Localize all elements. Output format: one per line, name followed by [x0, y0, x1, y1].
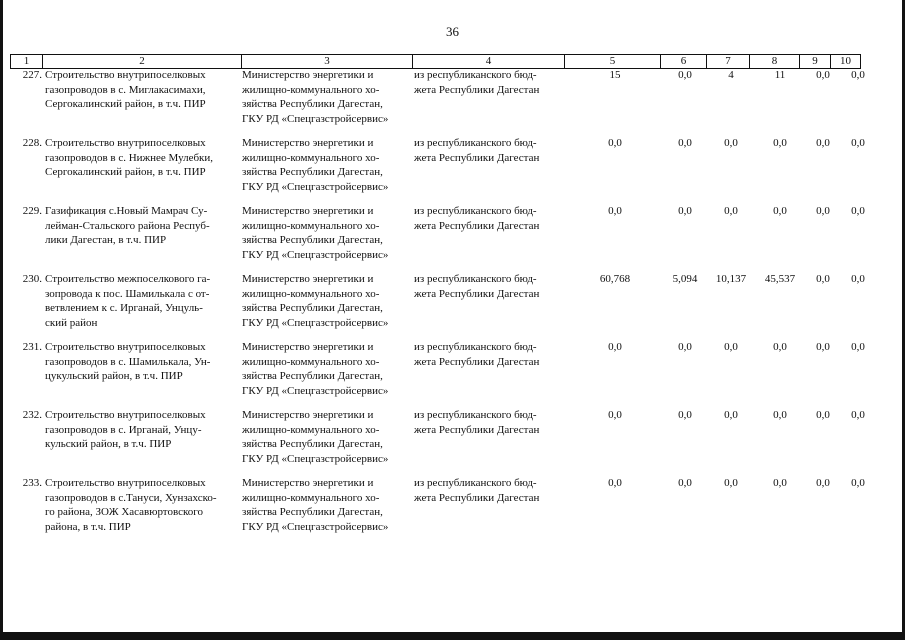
- funding-source: из республиканского бюд- жета Республики Дагестан: [414, 69, 540, 96]
- table-row: [10, 408, 872, 476]
- table-row: [10, 136, 872, 204]
- row-number: 229.: [22, 205, 42, 217]
- column-number: 4: [413, 55, 565, 69]
- table-row: [10, 272, 872, 340]
- project-name: Газификация с.Новый Мамрач Су- лейман-Стальского района Респуб- лики Дагестан, в т.ч. ПИР: [45, 205, 210, 246]
- funding-source: из республиканского бюд- жета Республики Дагестан: [414, 409, 540, 436]
- table-row: [10, 204, 872, 272]
- column-number: 1: [11, 55, 43, 69]
- value-col-9: 0,0: [816, 273, 830, 285]
- value-col-10: 0,0: [851, 477, 865, 489]
- value-col-5: 0,0: [608, 341, 622, 353]
- value-col-7: 0,0: [724, 341, 738, 353]
- table-row: [10, 68, 872, 136]
- value-col-9: 0,0: [816, 137, 830, 149]
- project-name: Строительство внутрипоселковых газопроводов в с. Ирганай, Унцу- кульский район, в т.ч. ПИР: [45, 409, 206, 450]
- executor: Министерство энергетики и жилищно-коммунального хо- зяйства Республики Дагестан, ГКУ РД «Спецгазстройсервис»: [242, 137, 389, 193]
- value-col-10: 0,0: [851, 205, 865, 217]
- row-number: 231.: [22, 341, 42, 353]
- value-col-5: 0,0: [608, 205, 622, 217]
- value-col-7: 0,0: [724, 409, 738, 421]
- value-col-6: 0,0: [678, 205, 692, 217]
- value-col-7: 0,0: [724, 477, 738, 489]
- column-number: 2: [43, 55, 242, 69]
- executor: Министерство энергетики и жилищно-коммунального хо- зяйства Республики Дагестан, ГКУ РД «Спецгазстройсервис»: [242, 409, 389, 465]
- table-row: [10, 340, 872, 408]
- value-col-9: 0,0: [816, 205, 830, 217]
- value-col-10: 0,0: [851, 273, 865, 285]
- value-col-6: 0,0: [678, 341, 692, 353]
- column-number: 10: [831, 55, 861, 69]
- column-number: 3: [242, 55, 413, 69]
- value-col-6: 0,0: [678, 137, 692, 149]
- value-col-5: 0,0: [608, 137, 622, 149]
- project-name: Строительство внутрипоселковых газопроводов в с. Миглакасимахи, Сергокалинский район, в т.ч. ПИР: [45, 69, 206, 110]
- value-col-10: 0,0: [851, 137, 865, 149]
- value-col-6: 0,0: [678, 69, 692, 81]
- row-number: 227.: [22, 69, 42, 81]
- value-col-9: 0,0: [816, 477, 830, 489]
- value-col-8: 0,0: [773, 477, 787, 489]
- value-col-8: 0,0: [773, 341, 787, 353]
- value-col-10: 0,0: [851, 69, 865, 81]
- executor: Министерство энергетики и жилищно-коммунального хо- зяйства Республики Дагестан, ГКУ РД «Спецгазстройсервис»: [242, 341, 389, 397]
- value-col-7: 0,0: [724, 205, 738, 217]
- value-col-8: 11: [774, 69, 786, 81]
- project-name: Строительство внутрипоселковых газопроводов в с. Шамилькала, Ун- цукульский район, в т.ч. ПИР: [45, 341, 211, 382]
- column-number: 7: [707, 55, 750, 69]
- table-row: [10, 476, 872, 544]
- project-name: Строительство межпоселкового га- зопровода к пос. Шамилькала с от- ветвлением к с. Ирганай, Унцуль- ский район: [45, 273, 211, 329]
- row-number: 233.: [22, 477, 42, 489]
- scan-edge-left: [0, 0, 3, 640]
- value-col-8: 0,0: [773, 409, 787, 421]
- value-col-10: 0,0: [851, 341, 865, 353]
- funding-source: из республиканского бюд- жета Республики Дагестан: [414, 341, 540, 368]
- column-number-header: [10, 54, 861, 69]
- column-number: 5: [565, 55, 661, 69]
- value-col-9: 0,0: [816, 409, 830, 421]
- value-col-6: 0,0: [678, 409, 692, 421]
- column-number: 9: [800, 55, 831, 69]
- table-body: [10, 68, 872, 544]
- executor: Министерство энергетики и жилищно-коммунального хо- зяйства Республики Дагестан, ГКУ РД «Спецгазстройсервис»: [242, 205, 389, 261]
- scan-edge-bottom: [0, 632, 905, 640]
- funding-source: из республиканского бюд- жета Республики Дагестан: [414, 273, 540, 300]
- value-col-7: 4: [728, 69, 734, 81]
- value-col-7: 10,137: [715, 273, 747, 285]
- page-number: 36: [446, 24, 459, 39]
- row-number: 232.: [22, 409, 42, 421]
- funding-source: из республиканского бюд- жета Республики Дагестан: [414, 205, 540, 232]
- funding-source: из республиканского бюд- жета Республики Дагестан: [414, 137, 540, 164]
- funding-source: из республиканского бюд- жета Республики Дагестан: [414, 477, 540, 504]
- value-col-5: 0,0: [608, 409, 622, 421]
- value-col-10: 0,0: [851, 409, 865, 421]
- value-col-6: 5,094: [672, 273, 698, 285]
- project-name: Строительство внутрипоселковых газопроводов в с. Нижнее Мулебки, Сергокалинский район, в т.ч. ПИР: [45, 137, 214, 178]
- column-number: 6: [661, 55, 707, 69]
- value-col-8: 45,537: [764, 273, 796, 285]
- value-col-8: 0,0: [773, 137, 787, 149]
- value-col-9: 0,0: [816, 341, 830, 353]
- value-col-5: 15: [609, 69, 621, 81]
- column-number: 8: [750, 55, 800, 69]
- value-col-9: 0,0: [816, 69, 830, 81]
- value-col-8: 0,0: [773, 205, 787, 217]
- executor: Министерство энергетики и жилищно-коммунального хо- зяйства Республики Дагестан, ГКУ РД «Спецгазстройсервис»: [242, 69, 389, 125]
- value-col-7: 0,0: [724, 137, 738, 149]
- value-col-6: 0,0: [678, 477, 692, 489]
- row-number: 228.: [22, 137, 42, 149]
- value-col-5: 0,0: [608, 477, 622, 489]
- executor: Министерство энергетики и жилищно-коммунального хо- зяйства Республики Дагестан, ГКУ РД «Спецгазстройсервис»: [242, 477, 389, 533]
- row-number: 230.: [22, 273, 42, 285]
- executor: Министерство энергетики и жилищно-коммунального хо- зяйства Республики Дагестан, ГКУ РД «Спецгазстройсервис»: [242, 273, 389, 329]
- project-name: Строительство внутрипоселковых газопроводов в с.Тануси, Хунзахско- го района, ЗОЖ Хасавюртовского района, в т.ч. ПИР: [45, 477, 217, 533]
- value-col-5: 60,768: [599, 273, 631, 285]
